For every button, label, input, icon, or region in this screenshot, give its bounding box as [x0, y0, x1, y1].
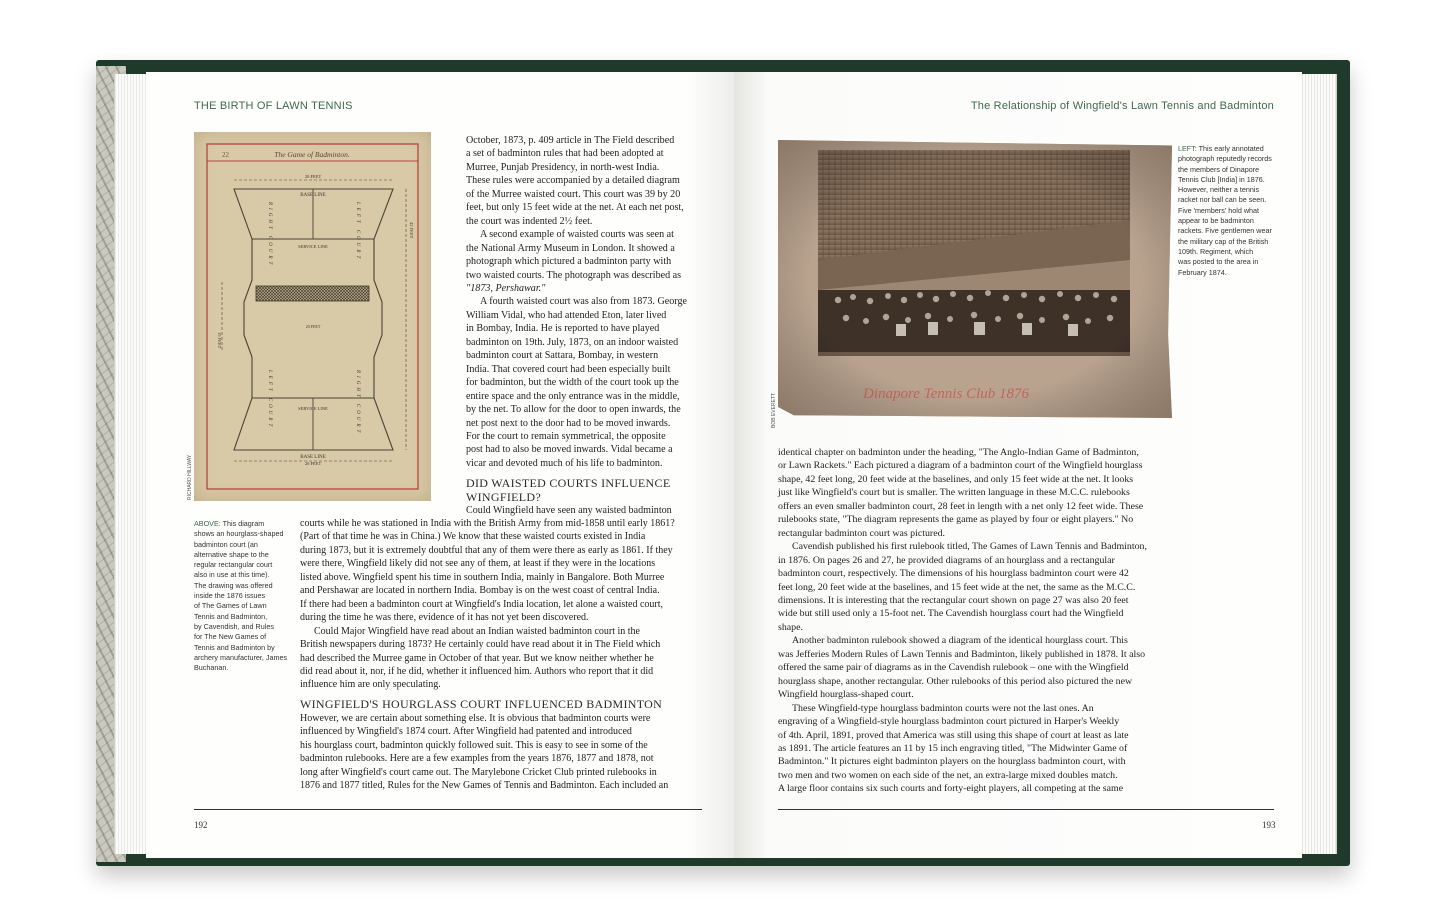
running-head-right: The Relationship of Wingfield's Lawn Tennis and Badminton — [970, 100, 1274, 112]
text-line: A second example of waisted courts was seen at — [480, 229, 674, 241]
service-line-bottom: SERVICE LINE — [298, 406, 328, 411]
section-heading-1: DID WAISTED COURTS INFLUENCE WINGFIELD? — [466, 476, 671, 504]
text-line: If there had been a badminton court at Wingfield's India location, let alone a waisted court, — [300, 598, 664, 610]
text-line: net post next to the door had to be moved inwards. — [466, 417, 671, 429]
diagram-title: The Game of Badminton. — [274, 150, 350, 159]
text-line: hourglass shape, another rectangular. Other rulebooks of this period also pictured the new — [778, 675, 1133, 687]
text-line: rectangular badminton court was pictured. — [778, 527, 945, 539]
text-line: or Lawn Rackets." Each pictured a diagram of a badminton court of the Wingfield hourglass — [778, 460, 1143, 472]
text-line: the National Army Museum in London. It showed a — [466, 242, 675, 254]
text-line: Cavendish published his first rulebook titled, The Games of Lawn Tennis and Badminton, — [792, 541, 1147, 553]
right-court-top: RIGHT COURT — [267, 202, 272, 268]
caption-line: Tennis Club [India] in 1876. — [1178, 174, 1265, 184]
page-number-left: 192 — [194, 820, 208, 830]
text-line: 1876 and 1877 titled, Rules for the New Games of Tennis and Badminton. Each included an — [300, 780, 669, 792]
left-court-top: LEFT COURT — [355, 202, 360, 262]
caption-line: 109th. Regiment, which — [1178, 246, 1254, 256]
caption-line: badminton court (an — [194, 539, 258, 549]
text-line: feet, but only 15 feet wide at the net. At each net post, — [466, 202, 684, 214]
footer-rule-left — [194, 809, 702, 810]
text-line: identical chapter on badminton under the heading, "The Anglo-Indian Game of Badminton, — [778, 447, 1139, 458]
caption-line: Buchanan. — [194, 663, 229, 673]
caption-line: racket nor ball can be seen. — [1178, 195, 1267, 205]
photo-caption — [1178, 144, 1288, 278]
text-line: badminton rulebooks. Here are a few examples from the years 1876, 1877 and 1878, not — [300, 753, 654, 765]
text-line: rulebooks state, "The diagram represents the game as played by four or eight players." No — [778, 514, 1134, 526]
text-line: A large floor contains six such courts and forty-eight players, all competing at the same — [778, 783, 1124, 795]
page-edges-left — [114, 74, 149, 854]
text-line: British newspapers during 1873? He certainly could have read about it in The Field which — [300, 639, 661, 651]
running-head-left: THE BIRTH OF LAWN TENNIS — [194, 100, 353, 112]
caption-line: was posted to the area in — [1178, 257, 1259, 267]
photo-credit-right: BOB EVERETT — [771, 392, 777, 428]
text-line: for badminton, but the width of the court took up the — [466, 377, 679, 389]
caption-line: also in use at this time). — [194, 570, 270, 580]
text-line: Could Major Wingfield have read about an Indian waisted badminton court in the — [314, 625, 640, 637]
text-line: October, 1873, p. 409 article in The Field described — [466, 135, 675, 146]
text-line: in 1876. On pages 26 and 27, he provided diagrams of an hourglass and a rectangular — [778, 554, 1115, 566]
photo-credit-left: RICHARD HILLWAY — [187, 454, 193, 500]
text-line: Badminton." It pictures eight badminton players on the hourglass badminton court, with — [778, 756, 1126, 768]
caption-line: This early annotated — [1198, 144, 1264, 153]
caption-line: regular rectangular court — [194, 560, 273, 570]
text-line: his hourglass court, badminton quickly followed suit. This is easy to see in some of the — [300, 739, 648, 751]
heading-1-first-line — [466, 504, 702, 517]
caption-line: for The New Games of — [194, 632, 267, 642]
right-side-measure: 42 FEET — [409, 222, 414, 239]
page-edges-right — [1300, 74, 1337, 854]
caption-lead: LEFT: — [1178, 144, 1197, 153]
caption-line: Tennis and Badminton by — [194, 642, 275, 652]
photo-inscription: Dinapore Tennis Club 1876 — [863, 386, 1029, 402]
page-number-right: 193 — [1262, 820, 1276, 830]
section-heading-2: WINGFIELD'S HOURGLASS COURT INFLUENCED BADMINTON — [300, 697, 663, 711]
wide-text-block-2 — [300, 712, 700, 793]
text-line: wide but still used only a 15-foot net. The Cavendish hourglass court had the Wingfield — [778, 608, 1124, 620]
text-line: by the net. To allow for the door to open inwards, the — [466, 404, 681, 416]
caption-line: the members of Dinapore — [1178, 164, 1260, 174]
text-line: two men and two women on each side of the net, an extra-large mixed doubles match. — [778, 769, 1118, 781]
net-icon — [256, 286, 369, 301]
text-line: However, we are certain about something else. It is obvious that badminton courts were — [300, 713, 651, 724]
text-line: two waisted courts. The photograph was described as — [466, 269, 682, 281]
caption-line: alternative shape to the — [194, 549, 269, 559]
text-line: and Pershawar are located in northern India. Bombay is on the west coast of central India. — [300, 585, 660, 597]
left-page — [146, 72, 734, 858]
text-line: was Jefferies Modern Rules of Lawn Tennis and Badminton, likely published in 1878. It also — [778, 648, 1146, 660]
text-line: photograph which pictured a badminton party with — [466, 256, 672, 268]
text-line: Murree, Punjab Presidency, in north-west India. — [466, 161, 660, 173]
text-line: offers an even smaller badminton court, 28 feet in length with a net only 12 feet wide. These — [778, 500, 1144, 512]
left-side-measure: 15 FEET — [217, 332, 222, 349]
top-measure: 20 FEET — [304, 174, 322, 179]
text-line: "1873, Pershawar." — [466, 282, 546, 294]
text-line: post had to also be moved inwards. Vidal became a — [466, 444, 673, 456]
caption-line: the military cap of the British — [1178, 236, 1269, 246]
text-line: For the court to remain symmetrical, the opposite — [466, 430, 666, 442]
caption-line: archery manufacturer, James — [194, 652, 288, 662]
text-line: the court was indented 2½ feet. — [466, 215, 593, 227]
text-line: influence him are only speculating. — [300, 679, 441, 691]
text-line: of 4th. April, 1891, proved that America was still using this shape of court at least as late — [778, 729, 1129, 741]
text-line: badminton on 19th. July, 1873, on an indoor waisted — [466, 336, 679, 348]
caption-line: by Cavendish, and Rules — [194, 621, 274, 631]
right-page-body — [778, 446, 1170, 796]
text-line: India. That covered court had been especially built — [466, 363, 671, 375]
caption-line: The drawing was offered — [194, 580, 273, 590]
service-line-top: SERVICE LINE — [298, 244, 328, 249]
text-line: Could Wingfield have seen any waisted badminton — [466, 505, 672, 516]
diagram-caption — [194, 519, 294, 673]
right-court-bottom: RIGHT COURT — [355, 370, 360, 436]
caption-line: appear to be badminton — [1178, 216, 1254, 226]
text-line: vicar and devoted much of his life to badminton. — [466, 457, 663, 469]
text-line: did read about it, nor, if he did, whether it influenced him. Authors who report that it did — [300, 665, 654, 677]
caption-line: Five 'members' hold what — [1178, 205, 1260, 215]
text-line: during 1873, but it is extremely doubtful that any of them were there as early as 1861. If they — [300, 544, 673, 556]
text-line: in Bombay, India. He is reported to have played — [466, 323, 660, 335]
text-line: badminton court, respectively. The dimensions of his hourglass badminton court were 42 — [778, 568, 1129, 580]
text-line: listed above. Wingfield spent his time in southern India, mainly in Bangalore. Both Murree — [300, 571, 665, 583]
right-column-text — [466, 134, 702, 470]
text-line: These rules were accompanied by a detailed diagram — [466, 175, 680, 187]
caption-line: shows an hourglass-shaped — [194, 529, 284, 539]
text-line: feet long, 20 feet wide at the baselines, and 15 feet wide at the net, the same as the M.C.C. — [778, 581, 1136, 593]
left-court-bottom: LEFT COURT — [267, 370, 272, 430]
tennis-club-photograph — [778, 140, 1172, 418]
text-line: entire space and the only entrance was in the middle, — [466, 390, 680, 402]
text-line: long after Wingfield's court came out. The Marylebone Cricket Club printed rulebooks in — [300, 766, 657, 778]
base-line-top: BASE LINE — [300, 193, 326, 198]
text-line: were there, Wingfield likely did not see any of them, at least if they were in the locations — [300, 558, 656, 570]
text-line: Another badminton rulebook showed a diagram of the identical hourglass court. This — [792, 635, 1128, 647]
text-line: badminton court at Sattara, Bombay, in western — [466, 350, 659, 362]
caption-line: However, neither a tennis — [1178, 185, 1260, 195]
caption-line: Tennis and Badminton, — [194, 611, 268, 621]
text-line: as 1891. The article features an 11 by 15 inch engraving titled, "The Midwinter Game of — [778, 742, 1128, 754]
caption-line: February 1874. — [1178, 267, 1227, 277]
text-line: of the Murree waisted court. This court was 39 by 20 — [466, 188, 681, 200]
wide-text-block-1 — [300, 517, 700, 692]
bottom-measure: 20 FEET — [304, 461, 322, 466]
text-line: Wingfield hourglass-shaped court. — [778, 689, 914, 701]
text-line: (Part of that time he was in China.) We know that these waisted courts existed in India — [300, 531, 646, 543]
text-line: courts while he was stationed in India with the British Army from mid-1858 until early 1861? — [300, 518, 675, 529]
text-line: just like Wingfield's court but is smaller. The written language in these M.C.C. rulebooks — [778, 487, 1130, 499]
text-line: during the time he was there, evidence of it has not yet been discovered. — [300, 612, 589, 624]
text-line: These Wingfield-type hourglass badminton courts were not the last ones. An — [792, 702, 1094, 714]
net-width-label: 20 FEET — [305, 324, 321, 329]
diagram-page-number: 22 — [222, 151, 229, 159]
text-line: dimensions. It is interesting that the rectangular court shown on page 27 was also 20 feet — [778, 594, 1129, 606]
caption-line: This diagram — [222, 519, 265, 528]
text-line: had described the Murree game in October of that year. But we know neither whether he — [300, 652, 654, 664]
text-line: A fourth waisted court was also from 1873. George — [480, 296, 687, 308]
caption-line: of The Games of Lawn — [194, 601, 267, 611]
text-line: offered the same pair of diagrams as in the Cavendish rulebook – one with the Wingfield — [778, 662, 1129, 674]
text-line: engraving of a Wingfield-style hourglass badminton court pictured in Harper's Weekly — [778, 716, 1120, 728]
text-line: a set of badminton rules that had been adopted at — [466, 148, 664, 160]
caption-line: inside the 1876 issues — [194, 591, 266, 601]
text-line: William Vidal, who had attended Eton, later lived — [466, 309, 667, 321]
right-page — [734, 72, 1302, 858]
caption-line: rackets. Five gentlemen wear — [1178, 226, 1272, 236]
caption-line: photograph reputedly records — [1178, 154, 1272, 164]
text-line: influenced by Wingfield's 1874 court. After Wingfield had patented and introduced — [300, 726, 632, 738]
text-line: shape, 42 feet long, 20 feet wide at the baselines, and only 15 feet wide at the net. It looks — [778, 473, 1134, 485]
base-line-bottom: BASE LINE — [300, 455, 326, 460]
footer-rule-right — [778, 809, 1274, 810]
badminton-court-diagram — [194, 132, 431, 501]
text-line: shape. — [778, 621, 803, 633]
caption-lead: ABOVE: — [194, 519, 221, 528]
